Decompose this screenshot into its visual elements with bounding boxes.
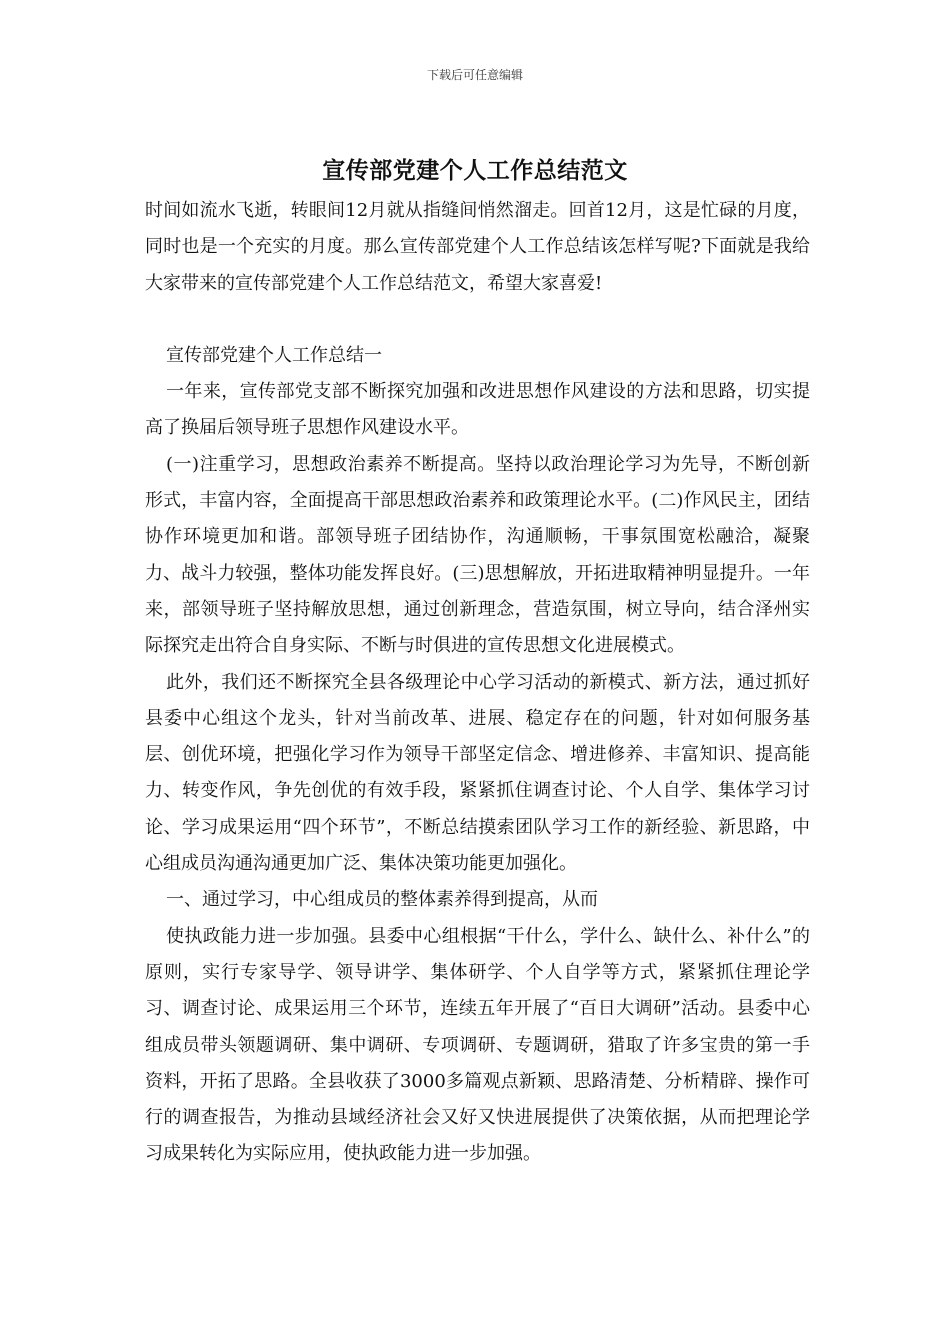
document-title: 宣传部党建个人工作总结范文 xyxy=(322,157,628,184)
body-paragraph-4: 一、通过学习，中心组成员的整体素养得到提高，从而 xyxy=(166,889,598,911)
paragraph-gap xyxy=(145,302,810,338)
header-note: 下载后可任意编辑 xyxy=(426,68,523,82)
body-paragraph-2: (一)注重学习，思想政治素养不断提高。坚持以政治理论学习为先导，不断创新形式，丰富内容，全面提高干部思想政治素养和政策理论水平。(二)作风民主，团结协作环境更加和谐。部领导班子团结协作，沟通顺畅，干事氛围宽松融洽，凝聚力、战斗力较强，整体功能发挥良好。(三)思想解放，开拓进取精神明显提升。一年来，部领导班子坚持解放思想，通过创新理念，营造氛围，树立导向，结合泽州实际探究走出符合自身实际、不断与时俱进的宣传思想文化进展模式。 xyxy=(145,453,810,657)
body-paragraph-5: 使执政能力进一步加强。县委中心组根据“干什么，学什么、缺什么、补什么”的原则，实行专家导学、领导讲学、集体研学、个人自学等方式，紧紧抓住理论学习、调查讨论、成果运用三个环节，连续五年开展了“百日大调研”活动。县委中心组成员带头领题调研、集中调研、专项调研、专题调研，猎取了许多宝贵的第一手资料，开拓了思路。全县收获了3000多篇观点新颖、思路清楚、分析精辟、操作可行的调查报告，为推动县域经济社会又好又快进展提供了决策依据，从而把理论学习成果转化为实际应用，使执政能力进一步加强。 xyxy=(145,925,810,1165)
document-body xyxy=(145,193,810,1173)
body-paragraph-1: 一年来，宣传部党支部不断探究加强和改进思想作风建设的方法和思路，切实提高了换届后领导班子思想作风建设水平。 xyxy=(145,381,810,439)
intro-paragraph: 时间如流水飞逝，转眼间12月就从指缝间悄然溜走。回首12月，这是忙碌的月度，同时也是一个充实的月度。那么宣传部党建个人工作总结该怎样写呢?下面就是我给大家带来的宣传部党建个人工作总结范文，希望大家喜爱! xyxy=(145,200,810,294)
body-paragraph-3: 此外，我们还不断探究全县各级理论中心学习活动的新模式、新方法，通过抓好县委中心组这个龙头，针对当前改革、进展、稳定存在的问题，针对如何服务基层、创优环境，把强化学习作为领导干部坚定信念、增进修养、丰富知识、提高能力、转变作风，争先创优的有效手段，紧紧抓住调查讨论、个人自学、集体学习讨论、学习成果运用“四个环节”，不断总结摸索团队学习工作的新经验、新思路，中心组成员沟通沟通更加广泛、集体决策功能更加强化。 xyxy=(145,671,810,875)
section-heading: 宣传部党建个人工作总结一 xyxy=(166,344,382,366)
